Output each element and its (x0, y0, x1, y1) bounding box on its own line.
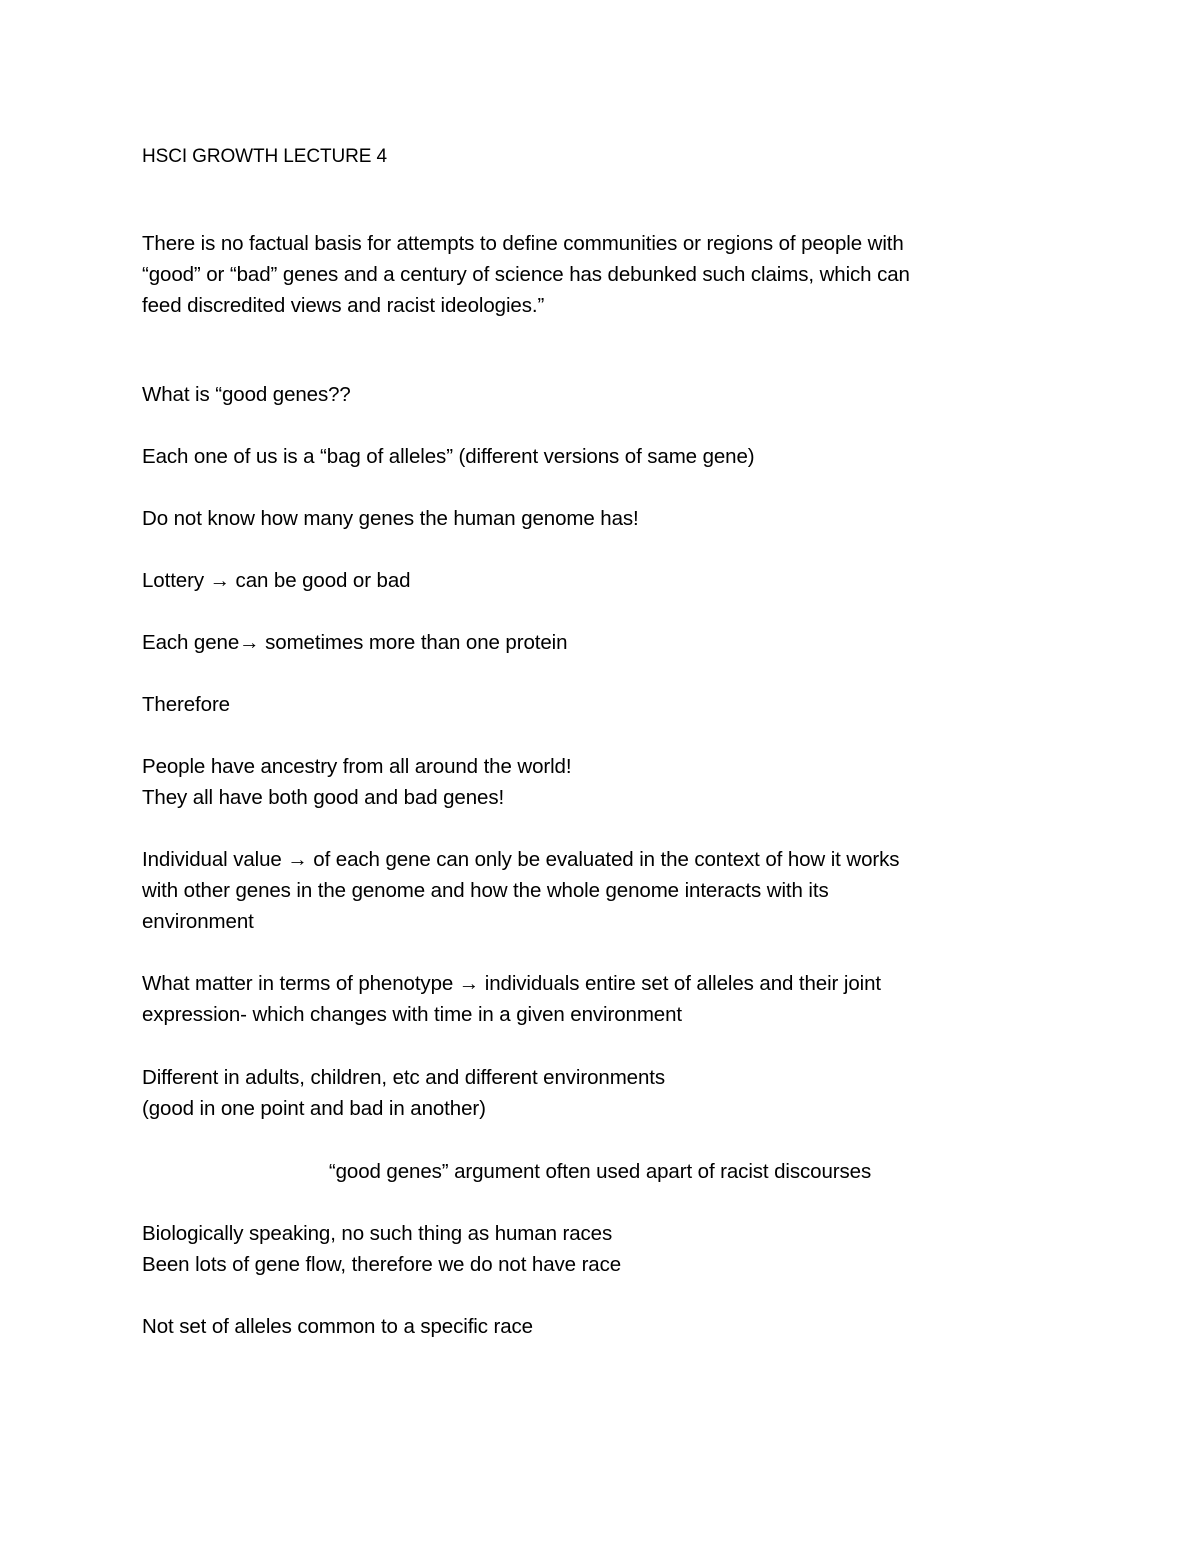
quote-line-1: There is no factual basis for attempts to define communities or regions of people with (142, 232, 904, 255)
races-line-2: Been lots of gene flow, therefore we do not have race (142, 1253, 622, 1276)
different-line-1: Different in adults, children, etc and different environments (142, 1066, 666, 1089)
quote-line-3: feed discredited views and racist ideologies.” (142, 294, 545, 317)
quote-line-2: “good” or “bad” genes and a century of science has debunked such claims, which can (142, 263, 910, 286)
individual-value-line-2: with other genes in the genome and how the whole genome interacts with its (142, 879, 829, 902)
bag-of-alleles-line: Each one of us is a “bag of alleles” (different versions of same gene) (142, 445, 755, 468)
races-line-1: Biologically speaking, no such thing as human races (142, 1222, 613, 1245)
question-line: What is “good genes?? (142, 383, 351, 406)
document-title: HSCI GROWTH LECTURE 4 (142, 146, 387, 167)
different-line-2: (good in one point and bad in another) (142, 1097, 486, 1120)
phenotype-line-2: expression- which changes with time in a given environment (142, 1003, 683, 1026)
phenotype-line-1: What matter in terms of phenotype → individuals entire set of alleles and their joint (142, 972, 881, 995)
each-gene-line: Each gene→ sometimes more than one protein (142, 631, 568, 654)
alleles-race-line: Not set of alleles common to a specific race (142, 1315, 533, 1338)
individual-value-line-1: Individual value → of each gene can only be evaluated in the context of how it works (142, 848, 900, 871)
individual-value-line-3: environment (142, 910, 254, 933)
genome-count-line: Do not know how many genes the human genome has! (142, 507, 639, 530)
ancestry-line-1: People have ancestry from all around the world! (142, 755, 572, 778)
ancestry-line-2: They all have both good and bad genes! (142, 786, 505, 809)
centered-statement: “good genes” argument often used apart of racist discourses (328, 1160, 872, 1183)
lottery-line: Lottery → can be good or bad (142, 569, 411, 592)
therefore-line: Therefore (142, 693, 230, 716)
